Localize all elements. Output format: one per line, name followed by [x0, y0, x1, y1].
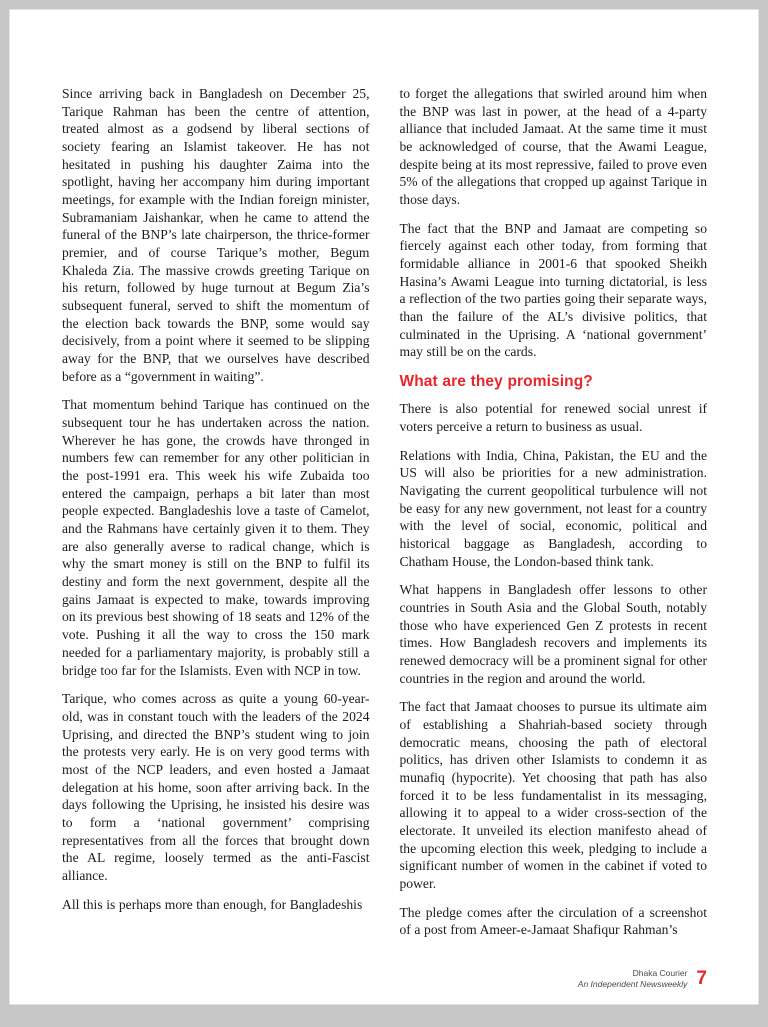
magazine-page — [9, 9, 759, 1005]
left-column — [62, 85, 370, 950]
page-footer — [578, 968, 707, 990]
paragraph: The fact that Jamaat chooses to pursue its ultimate aim of establishing a Shahriah-based society through democratic means, choosing the path of electoral politics, has driven other Islamists to condemn it as munafiq (hypocrite). Yet choosing that path has also forced it to be less fundamentalist in its messaging, allowing it to appeal to a wider cross-section of the electorate. It unveiled its election manifesto ahead of the upcoming election this week, pledging to include a significant number of women in the cabinet if voted to power. — [399, 699, 707, 892]
paragraph: Relations with India, China, Pakistan, the EU and the US will also be priorities for a new administration. Navigating the current geopolitical turbulence will not be easy for any new government, not least for a country with the level of social, economic, political and historical baggage as Bangladesh, according to Chatham House, the London-based think tank. — [399, 447, 707, 569]
page-number: 7 — [696, 968, 707, 990]
paragraph: Tarique, who comes across as quite a young 60-year-old, was in constant touch with the leaders of the 2024 Uprising, and directed the BNP’s student wing to join the protests very early. He is on very good terms with most of the NCP leaders, and even hosted a Jamaat delegation at his home, soon after arriving back. In the days following the Uprising, he insisted his desire was to form a ‘national government’ comprising representatives from all the forces that brought down the AL regime, loosely termed as the anti-Fascist alliance. — [62, 691, 370, 883]
publication-tagline: An Independent Newsweekly — [577, 978, 688, 989]
paragraph: Since arriving back in Bangladesh on December 25, Tarique Rahman has been the centre of attention, treated almost as a godsend by liberal sections of society fearing an Islamist takeover. He has not hesitated in pushing his daughter Zaima into the spotlight, having her accompany him during important meetings, for example with the Indian foreign minister, Subramaniam Jaishankar, when he came to attend the funeral of the BNP’s late chairperson, the thrice-former premier, and of course Tarique’s mother, Begum Khaleda Zia. The massive crowds greeting Tarique on his return, followed by huge turnout at Begum Zia’s subsequent funeral, served to shift the momentum of the election back towards the BNP, some would say decisively, from a point where it seemed to be slipping away for the BNP, that we ourselves have described before as a “government in waiting”. — [62, 86, 370, 384]
paragraph: There is also potential for renewed social unrest if voters perceive a return to business as usual. — [399, 401, 707, 434]
paragraph: to forget the allegations that swirled around him when the BNP was last in power, at the head of a 4-party alliance that included Jamaat. At the same time it must be acknowledged of course, that the Awami League, despite being at its most repressive, failed to prove even 5% of the allegations that cropped up against Tarique in those days. — [399, 86, 707, 208]
paragraph: All this is perhaps more than enough, for Bangladeshis — [62, 896, 363, 912]
paragraph: The pledge comes after the circulation of a screenshot of a post from Ameer-e-Jamaat Shafiqur Rahman’s — [399, 904, 707, 938]
paragraph: The fact that the BNP and Jamaat are competing so fiercely against each other today, from forming that formidable alliance in 2001-6 that spooked Sheikh Hasina’s Awami League into turning dictatorial, is less a reflection of the two parties going their separate ways, than the failure of the AL’s divisive politics, that culminated in the Uprising. A ‘national government’ may still be on the cards. — [399, 220, 707, 360]
publication-name: Dhaka Courier — [632, 967, 688, 978]
paragraph: That momentum behind Tarique has continued on the subsequent tour he has undertaken across the nation. Wherever he has gone, the crowds have thronged in numbers few can remember for any other politician in the post-1991 era. This week his wife Zubaida too entered the campaign, perhaps a bit later than most people expected. Bangladeshis love a taste of Camelot, and the Rahmans have certainly given it to them. They are also generally averse to radical change, which is why the smart money is still on the BNP to fulfil its destiny and form the next government, despite all the gains Jamaat is expected to make, towards improving on its previous best showing of 18 seats and 12% of the vote. Pushing it all the way to cross the 150 mark needed for a parliamentary majority, is probably still a bridge too far for the Islamists. Even with NCP in tow. — [62, 397, 370, 678]
paragraph: What happens in Bangladesh offer lessons to other countries in South Asia and the Global South, notably those who have experienced Gen Z protests in recent times. How Bangladesh recovers and implements its renewed democracy will be a prominent signal for other countries in the region and around the world. — [399, 582, 707, 686]
article-body — [9, 9, 759, 950]
publication-info — [578, 968, 688, 990]
right-column — [400, 85, 708, 950]
section-heading: What are they promising? — [399, 373, 593, 391]
